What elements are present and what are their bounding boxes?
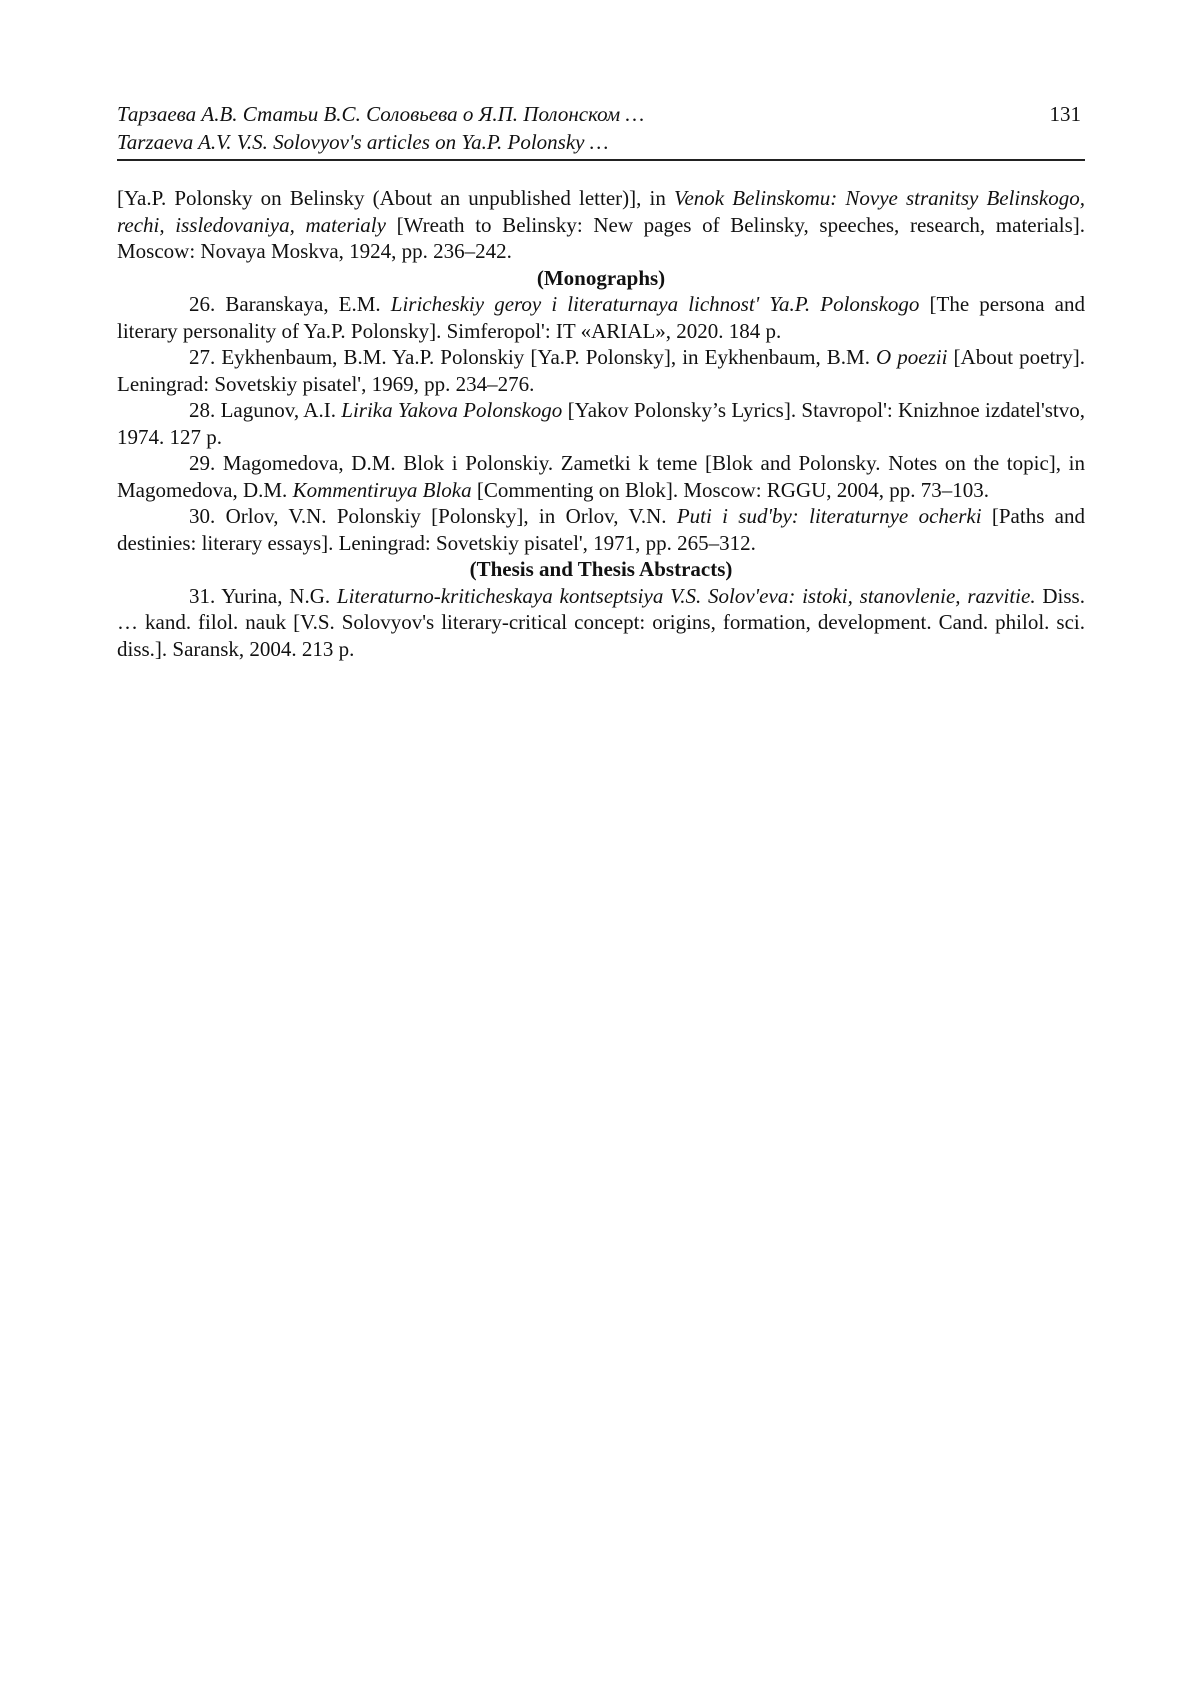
section-heading-theses: (Thesis and Thesis Abstracts) [469,557,733,581]
reference-item-28: 28. Lagunov, A.I. Lirika Yakova Polonskogo [Yakov Polonsky’s Lyrics]. Stavropol': Knizhnoe izdatel'stvo, 1974. 127 p. [117,398,1085,449]
reference-title: Liricheskiy geroy i literaturnaya lichnost' Ya.P. Polonskogo [390,292,920,316]
reference-title: Kommentiruya Bloka [292,477,472,502]
page-number: 131 [1049,102,1081,126]
reference-title: Venok Belinskomu: Novye stranitsy Belinskogo, rechi, issledovaniya, materialy [117,186,1085,237]
section-heading-monographs: (Monographs) [536,265,666,290]
header-rule [117,159,1085,161]
reference-item-27: 27. Eykhenbaum, B.M. Ya.P. Polonskiy [Ya.P. Polonsky], in Eykhenbaum, B.M. O poezii [About poetry]. Leningrad: Sovetskiy pisatel', 1969, pp. 234–276. [117,345,1086,396]
reference-item-31: 31. Yurina, N.G. Literaturno-kriticheskaya kontseptsiya V.S. Solov'eva: istoki, stanovlenie, razvitie. Diss. … kand. filol. nauk [V.S. Solovyov's literary-critical concept: origins, formation, development. Cand. philol. sci. diss.]. Saransk, 2004. 213 p. [117,583,1085,661]
reference-item-29: 29. Magomedova, D.M. Blok i Polonskiy. Zametki k teme [Blok and Polonsky. Notes on the topic], in Magomedova, D.M. Kommentiruya Bloka [Commenting on Blok]. Moscow: RGGU, 2004, pp. 73–103. [117,451,1085,502]
reference-title: Puti i sud'by: literaturnye ocherki [676,504,982,528]
document-page [117,0,1085,662]
references-body [117,185,1085,662]
reference-title: Lirika Yakova Polonskogo [341,398,563,422]
reference-title: O poezii [876,345,948,369]
reference-item-30: 30. Orlov, V.N. Polonskiy [Polonsky], in Orlov, V.N. Puti i sud'by: literaturnye ocherki [Paths and destinies: literary essays]. Leningrad: Sovetskiy pisatel', 1971, pp. 265–312. [117,504,1086,555]
header-title-ru: Тарзаева А.В. Статьи В.С. Соловьева о Я.П. Полонском … [117,102,645,126]
reference-item-26: 26. Baranskaya, E.M. Liricheskiy geroy i literaturnaya lichnost' Ya.P. Polonskogo [The persona and literary personality of Ya.P. Polonsky]. Simferopol': IT «ARIAL», 2020. 184 p. [117,292,1085,343]
reference-title: Literaturno-kriticheskaya kontseptsiya V.S. Solov'eva: istoki, stanovlenie, razvitie. [336,583,1036,608]
header-title-en: Tarzaeva A.V. V.S. Solovyov's articles on Ya.P. Polonsky … [117,130,609,154]
reference-continuation: [Ya.P. Polonsky on Belinsky (About an unpublished letter)], in Venok Belinskomu: Novye stranitsy Belinskogo, rechi, issledovaniya, materialy [Wreath to Belinsky: New pages of Belinsky, speeches, research, materials]. Moscow: Novaya Moskva, 1924, pp. 236–242. [117,186,1086,263]
running-header [117,100,1085,156]
